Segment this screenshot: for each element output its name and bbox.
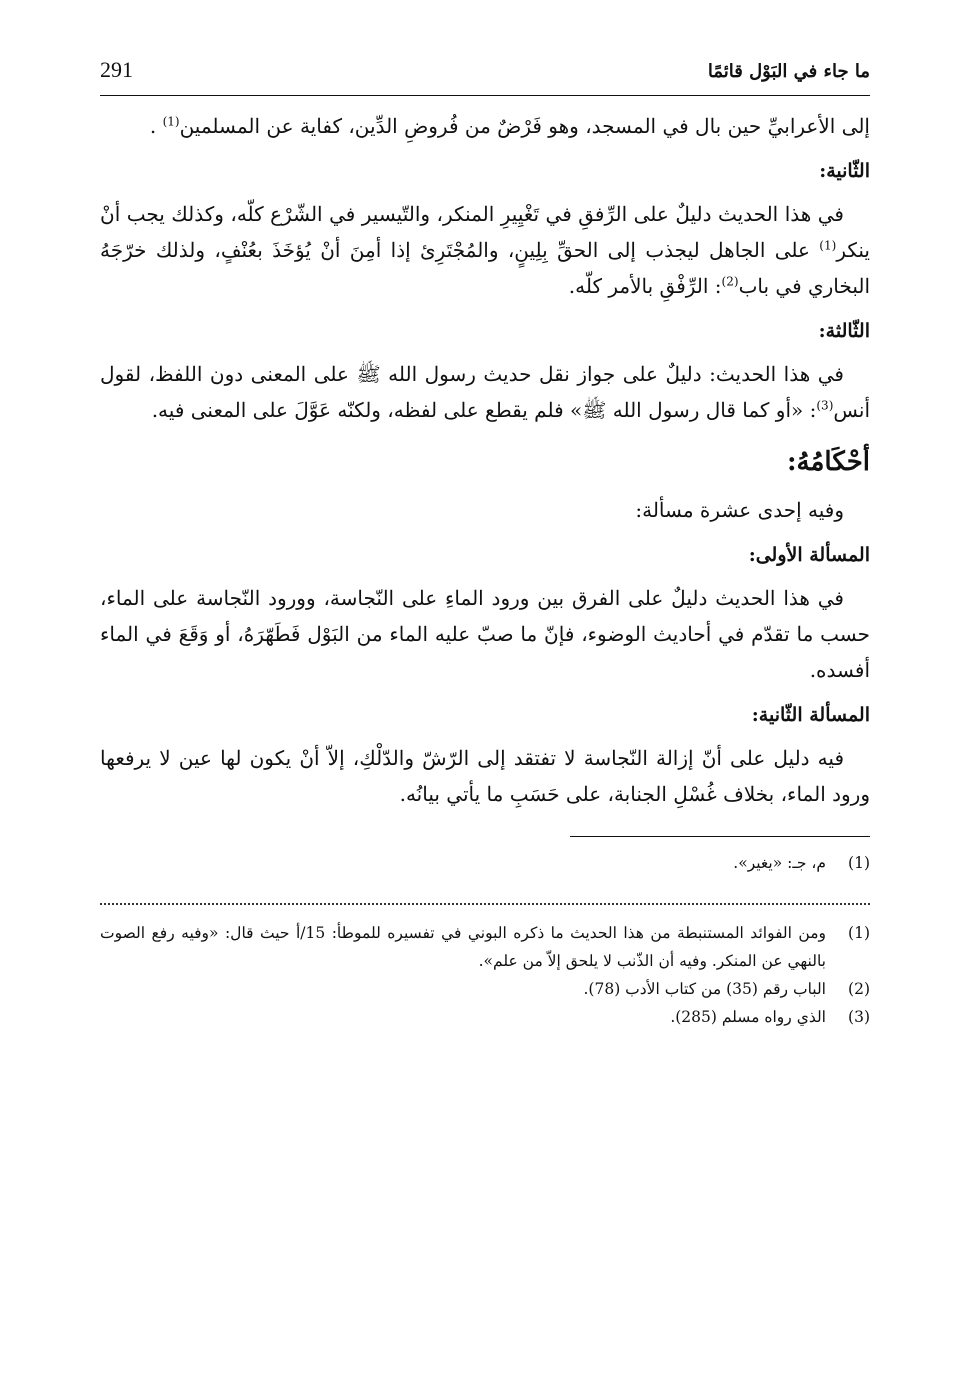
footnote (100, 919, 870, 975)
paragraph-text: في هذا الحديث دليلٌ على الرِّفقِ في تَغْيِيرِ المنكر، والتّيسير في الشّرْع كلّه، وكذلك يجب أنْ ينكر (100, 202, 870, 262)
footnote-text: الباب رقم (35) من كتاب الأدب (78). (583, 980, 826, 998)
paragraph-third (100, 356, 870, 428)
subheading-second-issue: المسألة الثّانية: (751, 704, 870, 726)
running-title: ما جاء في البَوْل قائمًا (707, 61, 870, 82)
paragraph-text: إلى الأعرابيِّ حين بال في المسجد، وهو فَرْضٌ من فُروضِ الدِّين، كفاية عن المسلمين (179, 114, 870, 138)
paragraph-text: على الجاهل ليجذب إلى الحقِّ بِلِينٍ، والمُجْتَرِئ إذا أمِنَ أنْ يُؤخَذَ بعُنْفٍ، ولذلك خرّجَهُ البخاري في باب (100, 238, 870, 298)
footnote-ref: (1) (162, 114, 180, 129)
footnote-number: (1) (848, 924, 870, 942)
page-number: 291 (100, 57, 133, 82)
footnote-ref: (1) (819, 238, 837, 253)
main-text (100, 108, 870, 812)
footnote (100, 1003, 870, 1031)
paragraph-second (100, 196, 870, 304)
paragraph-intro: وفيه إحدى عشرة مسألة: (635, 498, 844, 522)
paragraph-text: . (149, 114, 157, 138)
paragraph-text: : الرِّفْقِ بالأمر كلّه. (568, 274, 722, 298)
paragraph-text: : «أو كما قال رسول الله ﷺ» فلم يقطع على لفظه، ولكنّه عَوَّلَ على المعنى فيه. (151, 398, 817, 422)
footnote-text: الذي رواه مسلم (285). (670, 1008, 826, 1026)
running-head (100, 55, 870, 96)
apparatus-note (100, 849, 870, 877)
subheading-second: الثّانية: (819, 160, 870, 182)
paragraph-continuation (100, 108, 870, 144)
footnote-number: (2) (848, 980, 870, 998)
footnote (100, 975, 870, 1003)
apparatus-text: م، جـ: «يغير». (733, 854, 826, 872)
paragraph-first-issue: في هذا الحديث دليلٌ على الفرق بين ورود الماءِ على النّجاسة، وورود النّجاسة على الماء، حسب ما تقدّم في أحاديث الوضوء، فإنّ ما صبّ عليه الماء من البَوْل فَطَهّرَهُ، أو وَقَعَ في الماء أفسده. (100, 586, 870, 682)
footnote-ref: (2) (721, 274, 739, 289)
section-heading-ahkam: أحْكَامُهُ: (786, 447, 870, 477)
footnote-text: ومن الفوائد المستنبطة من هذا الحديث ما ذكره البوني في تفسيره للموطأ: 15/أ حيث قال: «وفيه رفع الصوت بالنهي عن المنكر. وفيه أن الذّنب لا يلحق إلاّ من علم». (100, 924, 826, 970)
apparatus-number: (1) (848, 854, 870, 872)
subheading-third: الثّالثة: (818, 320, 870, 342)
footnote-ref: (3) (816, 398, 834, 413)
dotted-separator (100, 903, 870, 905)
paragraph-text: في هذا الحديث: دليلٌ على جواز نقل حديث رسول الله ﷺ على المعنى دون اللفظ، لقول أنس (100, 362, 870, 422)
paragraph-second-issue: فيه دليل على أنّ إزالة النّجاسة لا تفتقد إلى الرّشّ والدّلْكِ، إلاّ أنْ يكون لها عين لا يرفعها ورود الماء، بخلاف غُسْلِ الجنابة، على حَسَبِ ما يأتي بيانُه. (100, 746, 870, 806)
subheading-first-issue: المسألة الأولى: (748, 544, 870, 566)
book-page (100, 55, 870, 1031)
footnote-number: (3) (848, 1008, 870, 1026)
footnote-separator (570, 836, 870, 837)
